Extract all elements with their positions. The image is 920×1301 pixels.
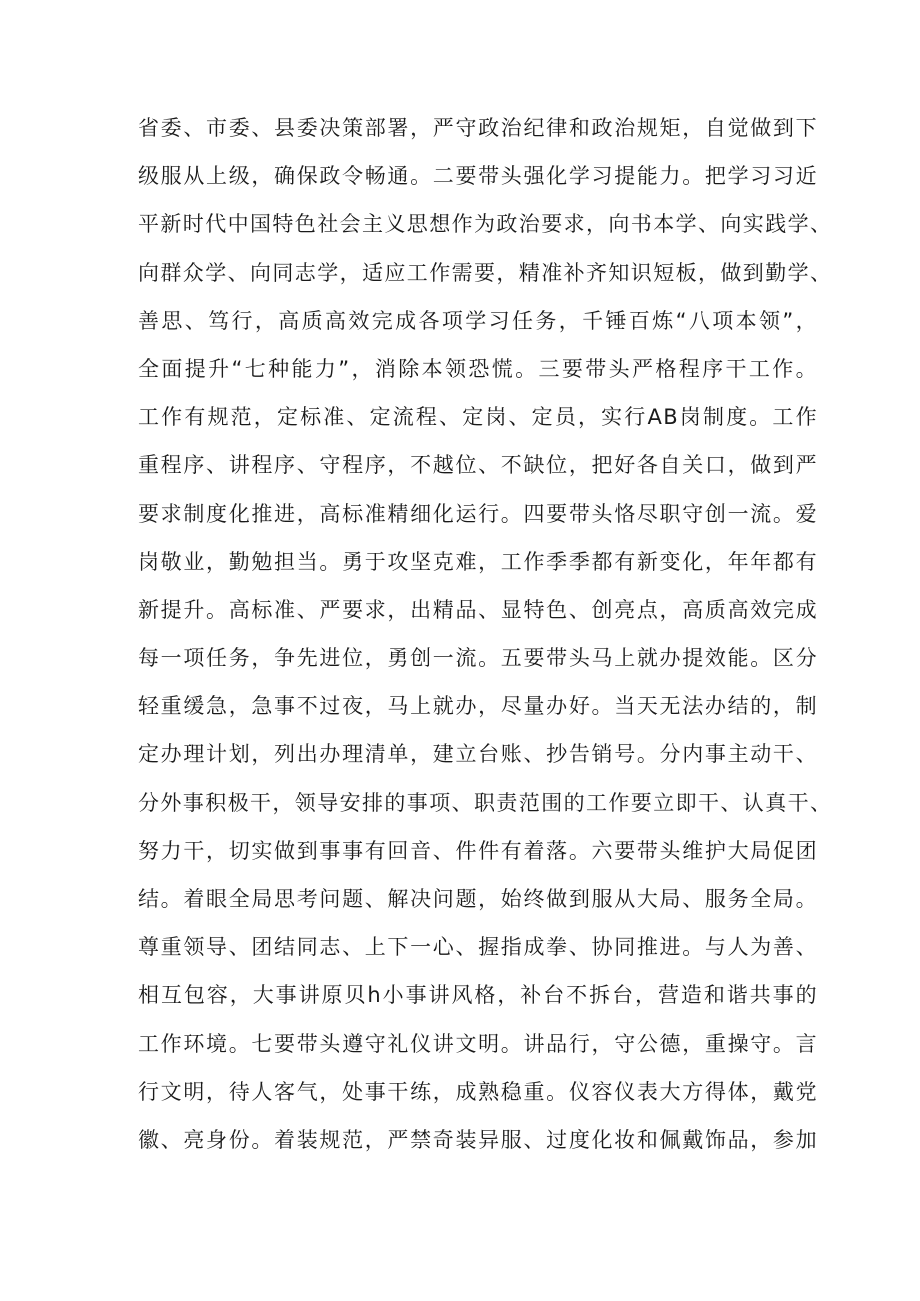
text-line: 努力干，切实做到事事有回音、件件有着落。六要带头维护大局促团: [138, 838, 818, 863]
text-line: 分外事积极干，领导安排的事项、职责范围的工作要立即干、认真干、: [138, 790, 833, 815]
text-line: 工作环境。七要带头遵守礼仪讲文明。讲品行，守公德，重操守。言: [138, 1031, 818, 1056]
text-line: 结。着眼全局思考问题、解决问题，始终做到服从大局、服务全局。: [138, 887, 818, 911]
text-line: 新提升。高标准、严要求，出精品、显特色、创亮点，高质高效完成: [138, 597, 818, 622]
text-line: 岗敬业，勤勉担当。勇于攻坚克难，工作季季都有新变化，年年都有: [138, 549, 818, 574]
text-line: 省委、市委、县委决策部署，严守政治纪律和政治规矩，自觉做到下: [138, 116, 818, 140]
text-line: 要求制度化推进，高标准精细化运行。四要带头恪尽职守创一流。爱: [138, 501, 818, 526]
text-line: 徽、亮身份。着装规范，严禁奇装异服、过度化妆和佩戴饰品，参加: [138, 1127, 818, 1152]
text-line: 工作有规范，定标准、定流程、定岗、定员，实行AB岗制度。工作: [138, 405, 818, 430]
text-line: 定办理计划，列出办理清单，建立台账、抄告销号。分内事主动干、: [138, 742, 818, 767]
text-line: 相互包容，大事讲原贝h小事讲风格，补台不拆台，营造和谐共事的: [138, 983, 818, 1008]
text-line: 全面提升“七种能力”，消除本领恐慌。三要带头严格程序干工作。: [138, 356, 818, 381]
text-line: 每一项任务，争先进位，勇创一流。五要带头马上就办提效能。区分: [138, 646, 818, 671]
body-text: [138, 104, 833, 1164]
text-line: 重程序、讲程序、守程序，不越位、不缺位，把好各自关口，做到严: [138, 453, 818, 478]
text-line: 行文明，待人客气，处事干练，成熟稳重。仪容仪表大方得体，戴党: [138, 1079, 818, 1104]
text-line: 善思、笃行，高质高效完成各项学习任务，千锤百炼“八项本领”，: [138, 308, 818, 333]
text-line: 轻重缓急，急事不过夜，马上就办，尽量办好。当天无法办结的，制: [138, 694, 818, 719]
text-line: 级服从上级，确保政令畅通。二要带头强化学习提能力。把学习习近: [138, 164, 818, 189]
text-line: 向群众学、向同志学，适应工作需要，精准补齐知识短板，做到勤学、: [138, 260, 833, 285]
text-line: 平新时代中国特色社会主义思想作为政治要求，向书本学、向实践学、: [138, 212, 833, 237]
text-line: 尊重领导、团结同志、上下一心、握指成拳、协同推进。与人为善、: [138, 935, 818, 960]
